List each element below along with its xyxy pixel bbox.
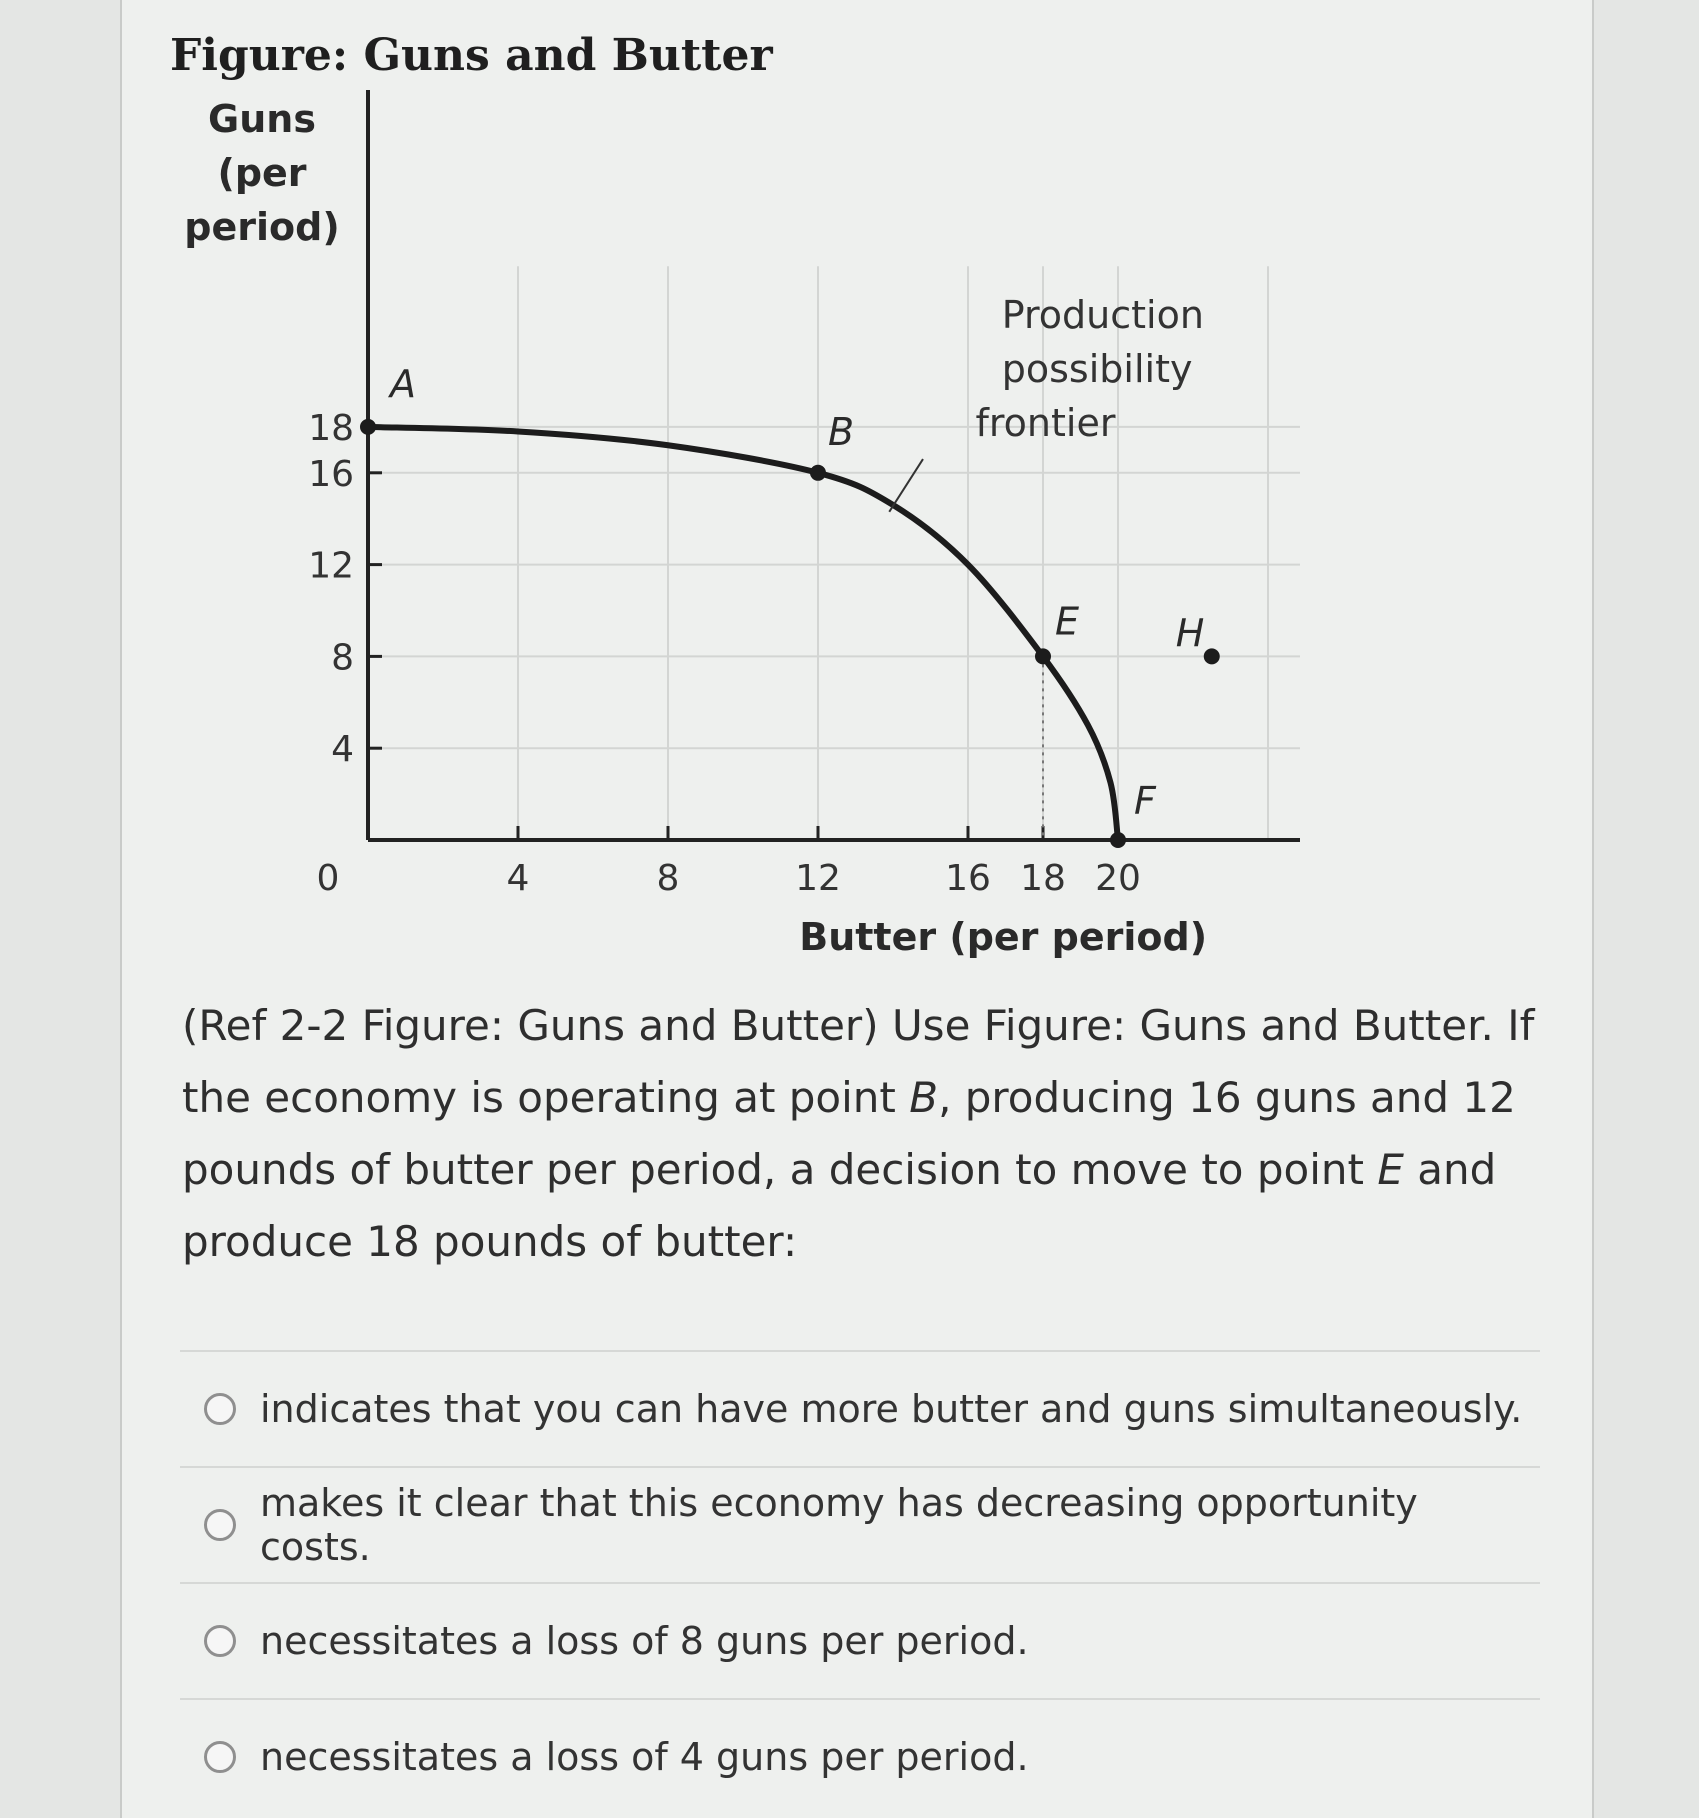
answer-option-4[interactable] [180,1698,1540,1814]
answer-option-label: necessitates a loss of 4 guns per period. [260,1735,1029,1779]
point-b-marker [810,465,826,481]
annotation-text: possibility [1001,347,1193,391]
y-axis-label: Guns [208,97,316,141]
answer-option-1[interactable] [180,1350,1540,1466]
point-e-label: E [1055,599,1080,644]
annotation-leader-line [889,459,923,512]
x-tick-label: 12 [795,858,841,899]
x-axis-label: Butter (per period) [799,915,1208,959]
y-tick-label: 4 [331,729,354,771]
point-b-label: B [828,409,855,454]
point-e-marker [1035,648,1051,664]
point-h-marker [1204,648,1220,664]
answer-option-3[interactable] [180,1582,1540,1698]
point-f-marker [1110,832,1126,848]
x-tick-label: 20 [1095,858,1141,899]
radio-button-icon[interactable] [204,1625,236,1657]
y-tick-label: 16 [308,453,354,495]
ppf-curve [368,427,1118,840]
question-point-e: E [1377,1145,1404,1194]
answer-options [180,1350,1540,1814]
point-a-label: A [390,361,416,406]
annotation-text: frontier [975,401,1116,445]
ppf-chart [150,90,1300,960]
answer-option-label: indicates that you can have more butter and guns simultaneously. [260,1387,1523,1431]
y-axis-label: (per [217,151,307,195]
point-a-marker [360,419,376,435]
y-tick-label: 18 [308,407,354,449]
figure-title: Figure: Guns and Butter [170,30,773,81]
annotation-text: Production [1001,293,1204,337]
answer-option-label: makes it clear that this economy has decreasing opportunity costs. [260,1481,1418,1569]
radio-button-icon[interactable] [204,1509,236,1541]
answer-option-2[interactable] [180,1466,1540,1582]
question-part-1: (Ref 2-2 Figure: Guns and Butter) Use Figure: Guns and Butter. If the economy is operating at point [182,1001,1535,1122]
y-tick-label: 8 [331,637,354,679]
x-tick-label: 18 [1020,858,1066,899]
answer-option-label: necessitates a loss of 8 guns per period. [260,1619,1029,1663]
x-tick-label: 4 [506,858,530,899]
y-tick-label: 12 [308,545,354,587]
point-f-label: F [1134,779,1156,823]
question-part-3: and produce 18 pounds of butter: [182,1145,1497,1266]
question-point-b: B [909,1073,939,1122]
radio-button-icon[interactable] [204,1741,236,1773]
radio-button-icon[interactable] [204,1393,236,1425]
point-h-label: H [1175,611,1205,656]
x-tick-label: 16 [945,858,991,899]
y-axis-label: period) [184,205,340,249]
question-text [182,990,1542,1278]
question-part-2: , producing 16 guns and 12 pounds of butter per period, a decision to move to point [182,1073,1516,1194]
x-tick-label: 0 [316,858,340,899]
x-tick-label: 8 [656,858,680,899]
